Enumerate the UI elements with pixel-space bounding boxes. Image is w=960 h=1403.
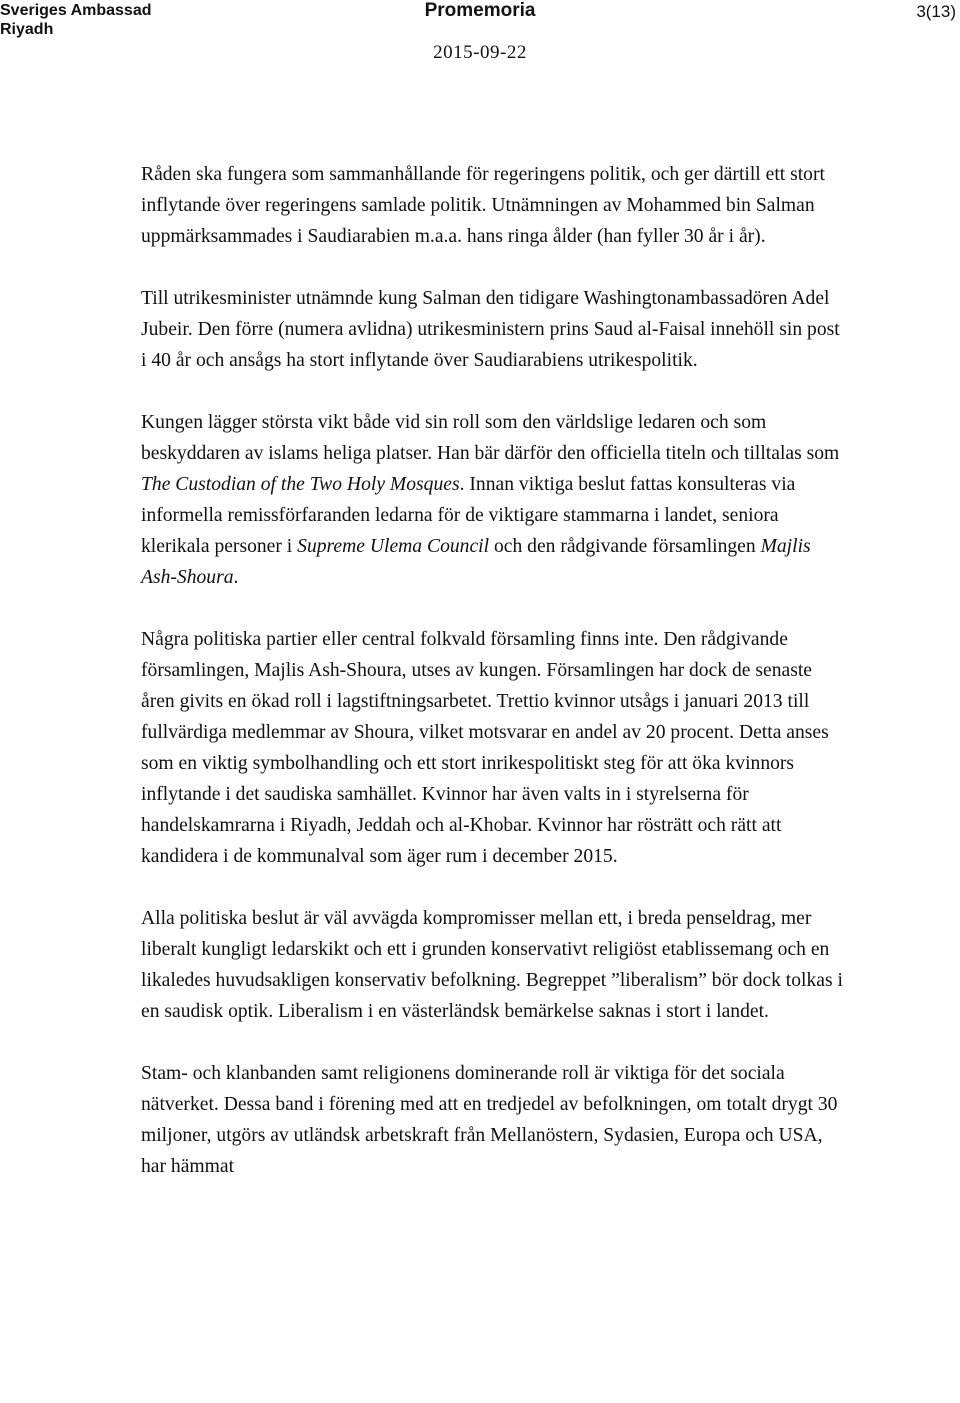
org-name: Sveriges Ambassad	[0, 2, 152, 19]
paragraph-4: Några politiska partier eller central folkvald församling finns inte. Den rådgivande församlingen, Majlis Ash-Shoura, utses av kungen. Församlingen har dock de senaste åren givits en ökad roll i lagstiftningsarbetet. Trettio kvinnor utsågs i januari 2013 till fullvärdiga medlemmar av Shoura, vilket motsvarar en andel av 20 procent. Detta anses som en viktig symbolhandling och ett stort inrikespolitiskt steg för att öka kvinnors inflytande i det saudiska samhället. Kvinnor har även valts in i styrelserna för handelskamrarna i Riyadh, Jeddah och al-Khobar. Kvinnor har rösträtt och rätt att kandidera i de kommunalval som äger rum i december 2015.	[141, 629, 829, 867]
paragraph-3-text-a: Kungen lägger största vikt både vid sin roll som den världslige ledaren och som beskyddaren av islams heliga platser. Han bär därför den officiella titeln och tilltalas som	[141, 412, 840, 464]
italic-supreme-ulema-council: Supreme Ulema Council	[297, 536, 490, 557]
paragraph-2: Till utrikesminister utnämnde kung Salman den tidigare Washingtonambassadören Adel Jubeir. Den förre (numera avlidna) utrikesministern prins Saud al-Faisal innehöll sin post i 40 år och ansågs ha stort inflytande över Saudiarabiens utrikespolitik.	[141, 288, 840, 371]
document-body	[141, 159, 843, 1213]
paragraph-3-text-c: och den rådgivande församlingen	[489, 536, 761, 557]
document-type-title: Promemoria	[424, 0, 536, 21]
paragraph-3-text-d: .	[233, 567, 239, 588]
paragraph-5: Alla politiska beslut är väl avvägda kompromisser mellan ett, i breda penseldrag, mer liberalt kungligt ledarskikt och ett i grunden konservativt religiöst etablissemang och en likaledes huvudsakligen konservativ befolkning. Begreppet ”liberalism” bör dock tolkas i en saudisk optik. Liberalism i en västerländsk bemärkelse saknas i stort i landet.	[141, 908, 843, 1022]
italic-majlis-ash-shoura: Majlis Ash-Shoura	[141, 536, 811, 588]
org-city: Riyadh	[0, 21, 54, 38]
italic-title-custodian: The Custodian of the Two Holy Mosques	[141, 474, 460, 495]
paragraph-3	[141, 407, 843, 593]
document-date: 2015-09-22	[433, 42, 527, 63]
page-number: 3(13)	[916, 2, 956, 21]
paragraph-6: Stam- och klanbanden samt religionens dominerande roll är viktiga för det sociala nätverket. Dessa band i förening med att en tredjedel av befolkningen, om totalt drygt 30 miljoner, utgörs av utländsk arbetskraft från Mellanöstern, Sydasien, Europa och USA, har hämmat	[141, 1063, 838, 1177]
paragraph-1: Råden ska fungera som sammanhållande för regeringens politik, och ger därtill ett stort inflytande över regeringens samlade politik. Utnämningen av Mohammed bin Salman uppmärksammades i Saudiarabien m.a.a. hans ringa ålder (han fyller 30 år i år).	[141, 164, 825, 247]
paragraph-3-text-b: . Innan viktiga beslut fattas konsulteras via informella remissförfaranden ledarna för de viktigare stammarna i landet, seniora klerikala personer i	[141, 474, 796, 557]
